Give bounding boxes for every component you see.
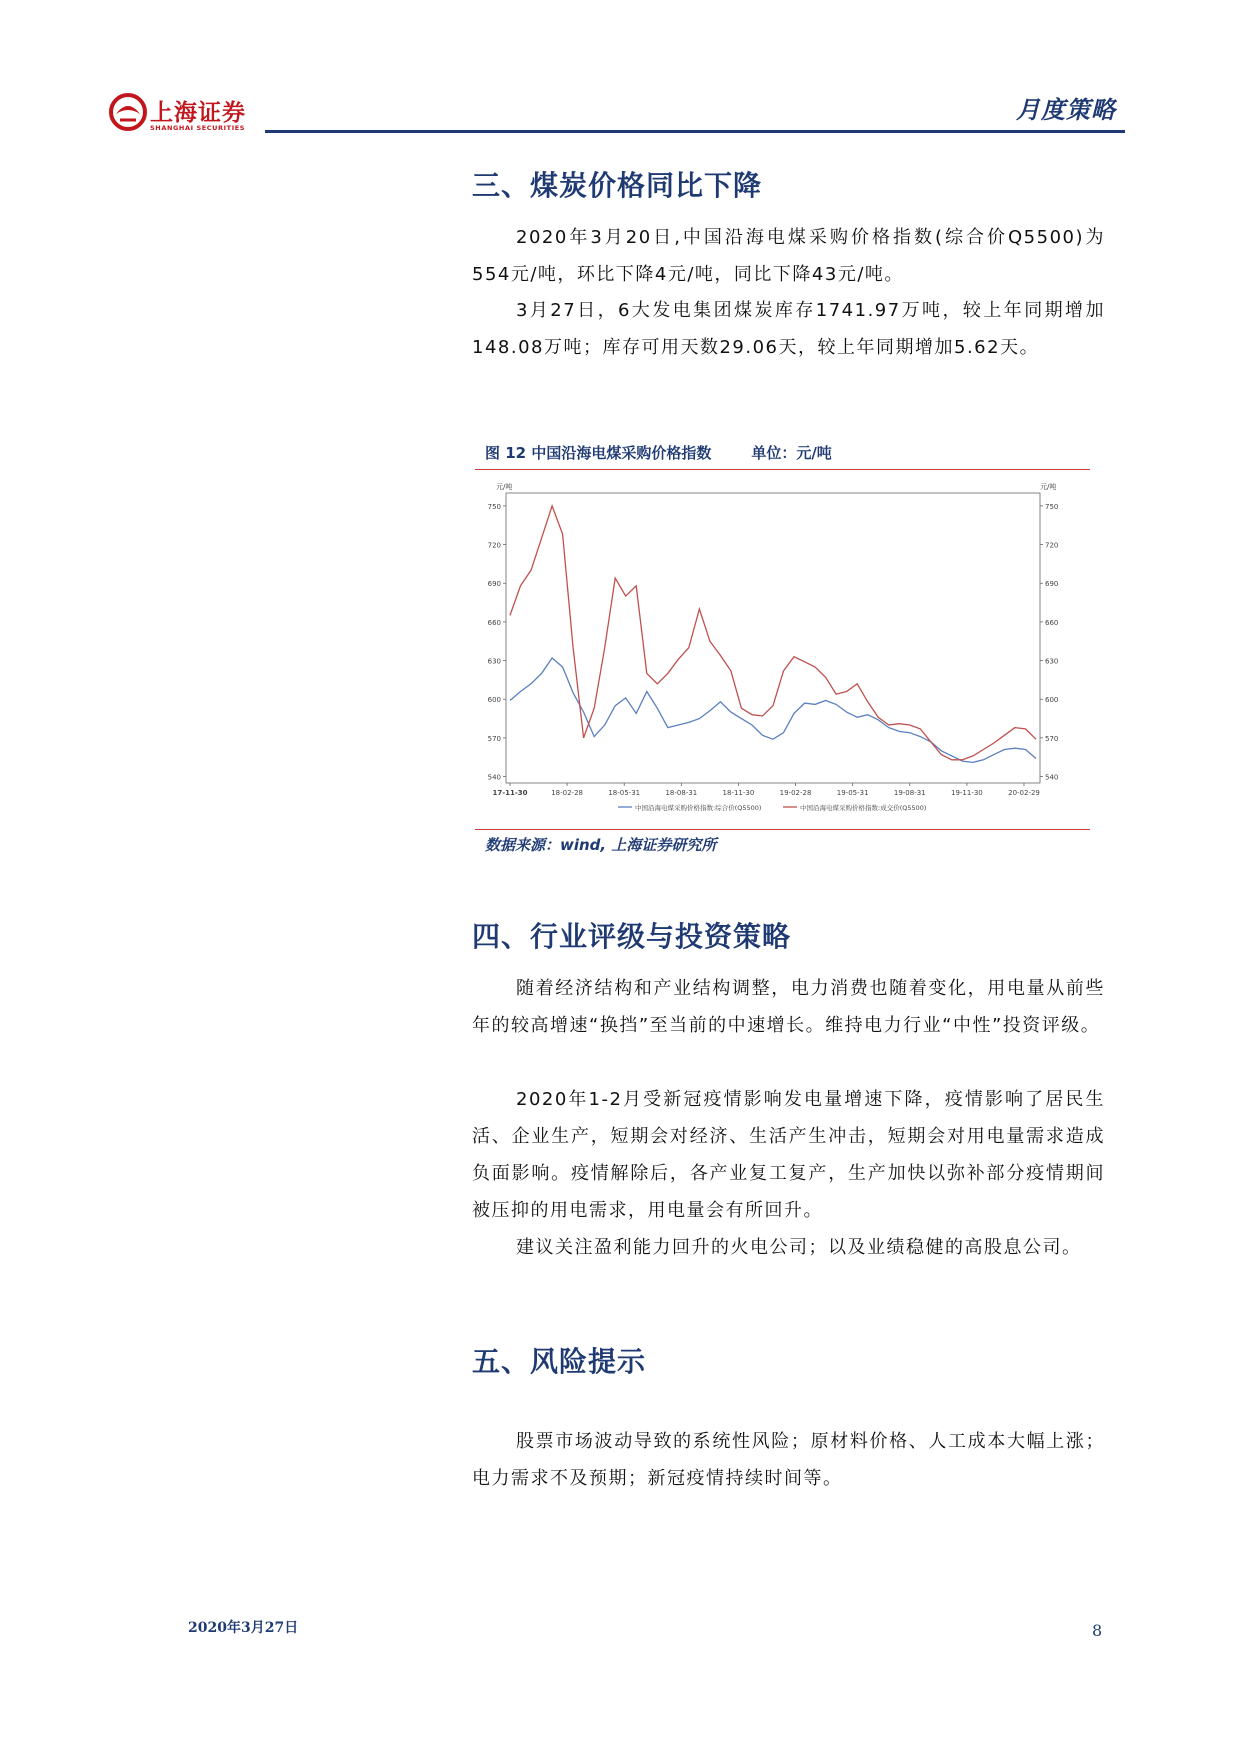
section3-paragraph-1: 2020年3月20日,中国沿海电煤采购价格指数(综合价Q5500)为554元/吨，环比下降4元/吨，同比下降43元/吨。 (472, 227, 1105, 285)
y-axis-unit-left: 元/吨 (496, 483, 513, 491)
figure-top-rule (475, 469, 1090, 470)
section4-heading: 四、行业评级与投资策略 (472, 920, 792, 953)
logo-mark-icon (108, 92, 148, 132)
y-tick-label-right: 720 (1045, 541, 1059, 550)
y-tick-label-left: 540 (487, 773, 501, 782)
logo-text-cn: 上海证券 (150, 99, 246, 126)
y-tick-label-right: 690 (1045, 580, 1059, 589)
figure-unit: 单位：元/吨 (751, 444, 832, 462)
x-tick-label: 18-05-31 (608, 789, 641, 797)
figure-title-text: 图 12 中国沿海电煤采购价格指数 (485, 444, 712, 462)
y-tick-label-left: 600 (487, 696, 501, 705)
x-tick-label: 20-02-29 (1008, 789, 1040, 797)
y-tick-label-left: 630 (487, 657, 501, 666)
section4-paragraph-1: 随着经济结构和产业结构调整，电力消费也随着变化，用电量从前些年的较高增速“换挡”至当前的中速增长。维持电力行业“中性”投资评级。 (472, 978, 1105, 1036)
section3-paragraph-2: 3月27日，6大发电集团煤炭库存1741.97万吨，较上年同期增加148.08万吨；库存可用天数29.06天，较上年同期增加5.62天。 (472, 300, 1105, 358)
x-tick-label: 19-08-31 (893, 789, 926, 797)
y-tick-label-left: 660 (487, 618, 501, 627)
y-tick-label-right: 660 (1045, 618, 1059, 627)
y-tick-label-right: 750 (1045, 502, 1059, 511)
header-divider (265, 130, 1125, 133)
x-tick-label: 17-11-30 (492, 789, 528, 797)
legend-label: 中国沿海电煤采购价格指数:成交价(Q5500) (800, 804, 927, 812)
logo-text-en: SHANGHAI SECURITIES (150, 124, 246, 132)
legend-label: 中国沿海电煤采购价格指数:综合价(Q5500) (635, 804, 762, 812)
coal-price-line-chart (478, 475, 1088, 827)
y-tick-label-left: 720 (487, 541, 501, 550)
y-tick-label-right: 570 (1045, 734, 1059, 743)
footer-date: 2020年3月27日 (188, 1620, 299, 1636)
y-tick-label-left: 750 (487, 502, 501, 511)
y-tick-label-right: 540 (1045, 773, 1059, 782)
x-tick-label: 19-05-31 (836, 789, 869, 797)
x-tick-label: 19-11-30 (950, 789, 983, 797)
report-type-title: 月度策略 (1016, 96, 1116, 124)
section4-paragraph-2: 2020年1-2月受新冠疫情影响发电量增速下降，疫情影响了居民生活、企业生产，短期会对经济、生活产生冲击，短期会对用电量需求造成负面影响。疫情解除后，各产业复工复产，生产加快以弥补部分疫情期间被压抑的用电需求，用电量会有所回升。 (472, 1089, 1105, 1221)
y-tick-label-right: 600 (1045, 696, 1059, 705)
x-tick-label: 18-08-31 (665, 789, 698, 797)
series-line-综合价 (510, 658, 1036, 762)
x-tick-label: 18-02-28 (551, 789, 584, 797)
section4-paragraph-3: 建议关注盈利能力回升的火电公司；以及业绩稳健的高股息公司。 (516, 1237, 1082, 1258)
page-number: 8 (1092, 1621, 1103, 1640)
y-tick-label-left: 570 (487, 734, 501, 743)
x-tick-label: 18-11-30 (722, 789, 755, 797)
figure-bottom-rule (475, 829, 1090, 830)
y-tick-label-left: 690 (487, 580, 501, 589)
figure-source: 数据来源：wind, 上海证券研究所 (485, 836, 717, 854)
section5-paragraph-1: 股票市场波动导致的系统性风险；原材料价格、人工成本大幅上涨；电力需求不及预期；新冠疫情持续时间等。 (472, 1431, 1105, 1489)
y-axis-unit-right: 元/吨 (1040, 483, 1057, 491)
x-tick-label: 19-02-28 (779, 789, 812, 797)
series-line-成交价 (510, 506, 1036, 760)
y-tick-label-right: 630 (1045, 657, 1059, 666)
company-logo (108, 92, 258, 138)
figure-title (485, 442, 832, 463)
section5-heading: 五、风险提示 (472, 1345, 647, 1378)
section3-heading: 三、煤炭价格同比下降 (472, 169, 763, 202)
